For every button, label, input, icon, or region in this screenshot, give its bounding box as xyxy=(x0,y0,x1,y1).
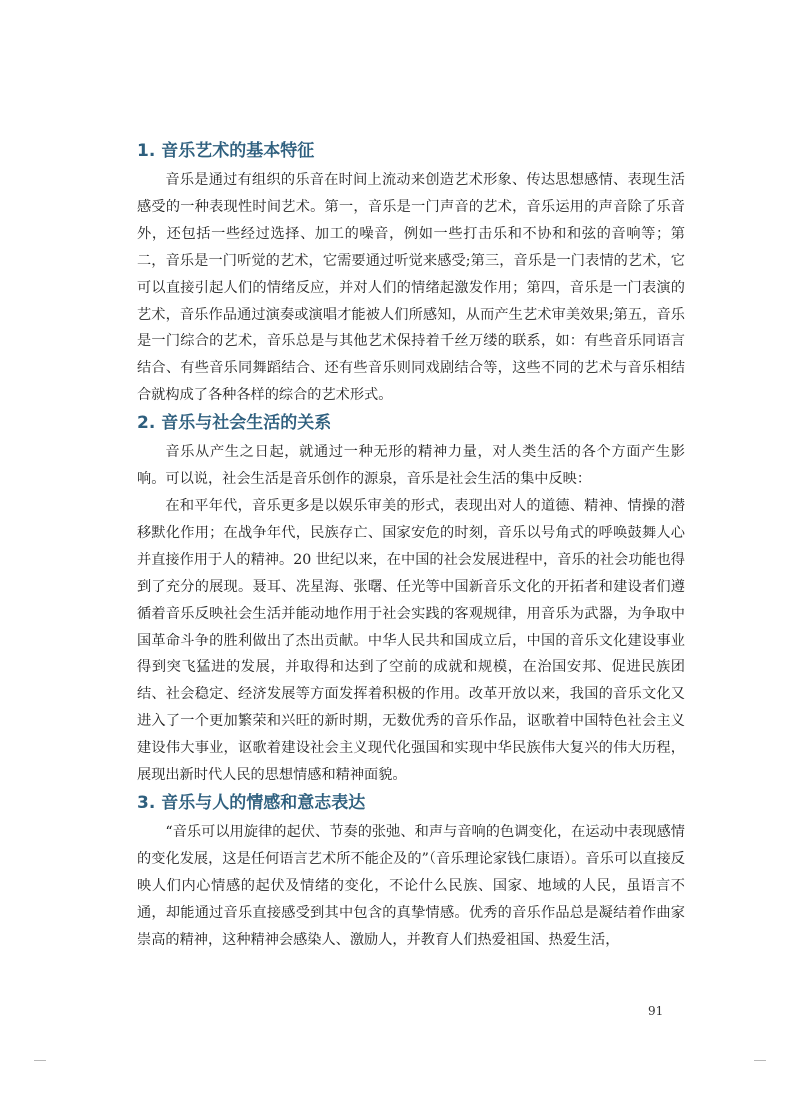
section-music-and-society xyxy=(137,409,685,789)
crop-mark-left xyxy=(34,1060,46,1061)
crop-mark-right xyxy=(754,1060,766,1061)
page-content xyxy=(137,137,685,953)
section-title-3: 3. 音乐与人的情感和意志表达 xyxy=(137,792,366,813)
page-number: 91 xyxy=(648,1004,664,1018)
section-2-paragraph-1: 音乐从产生之日起，就通过一种无形的精神力量，对人类生活的各个方面产生影响。可以说，社会生活是音乐创作的源泉，音乐是社会生活的集中反映： xyxy=(137,444,685,488)
section-basic-features xyxy=(137,137,685,409)
section-3-paragraph-1: “音乐可以用旋律的起伏、节奏的张弛、和声与音响的色调变化，在运动中表现感情的变化发展，这是任何语言艺术所不能企及的”（音乐理论家钱仁康语）。音乐可以直接反映人们内心情感的起伏及情绪的变化，不论什么民族、国家、地域的人民，虽语言不通，却能通过音乐直接感受到其中包含的真挚情感。优秀的音乐作品总是凝结着作曲家崇高的精神，这种精神会感染人、激励人，并教育人们热爱祖国、热爱生活， xyxy=(137,823,685,948)
section-1-paragraph-1: 音乐是通过有组织的乐音在时间上流动来创造艺术形象、传达思想感情、表现生活感受的一种表现性时间艺术。第一，音乐是一门声音的艺术，音乐运用的声音除了乐音外，还包括一些经过选择、加工的噪音，例如一些打击乐和不协和和弦的音响等；第二，音乐是一门听觉的艺术，它需要通过听觉来感受;第三，音乐是一门表情的艺术，它可以直接引起人们的情绪反应，并对人们的情绪起激发作用；第四，音乐是一门表演的艺术，音乐作品通过演奏或演唱才能被人们所感知，从而产生艺术审美效果;第五，音乐是一门综合的艺术，音乐总是与其他艺术保持着千丝万缕的联系，如：有些音乐同语言结合、有些音乐同舞蹈结合、还有些音乐则同戏剧结合等，这些不同的艺术与音乐相结合就构成了各种各样的综合的艺术形式。 xyxy=(137,172,685,404)
section-title-1: 1. 音乐艺术的基本特征 xyxy=(137,141,315,161)
section-title-2: 2. 音乐与社会生活的关系 xyxy=(137,413,332,434)
section-2-paragraph-2: 在和平年代，音乐更多是以娱乐审美的形式，表现出对人的道德、精神、情操的潜移默化作用；在战争年代，民族存亡、国家安危的时刻，音乐以号角式的呼唤鼓舞人心并直接作用于人的精神。20 世纪以来，在中国的社会发展进程中，音乐的社会功能也得到了充分的展现。聂耳、冼星海、张曙、任光等中国新音乐文化的开拓者和建设者们遵循着音乐反映社会生活并能动地作用于社会实践的客观规律，用音乐为武器，为争取中国革命斗争的胜利做出了杰出贡献。中华人民共和国成立后，中国的音乐文化建设事业得到突飞猛进的发展，并取得和达到了空前的成就和规模，在治国安邦、促进民族团结、社会稳定、经济发展等方面发挥着积极的作用。改革开放以来，我国的音乐文化又进入了一个更加繁荣和兴旺的新时期，无数优秀的音乐作品，讴歌着中国特色社会主义建设伟大事业，讴歌着建设社会主义现代化强国和实现中华民族伟大复兴的伟大历程，展现出新时代人民的思想情感和精神面貌。 xyxy=(137,497,685,784)
section-music-and-emotion xyxy=(137,789,685,954)
